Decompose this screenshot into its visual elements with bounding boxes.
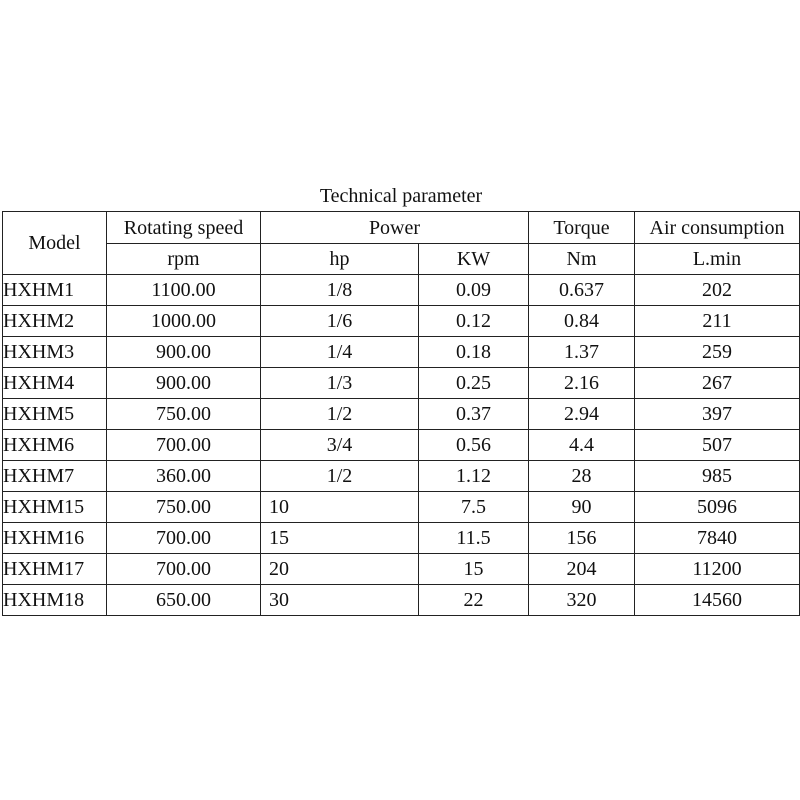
cell-air: 259 <box>635 337 800 368</box>
cell-model: HXHM7 <box>3 461 107 492</box>
cell-hp: 1/4 <box>261 337 419 368</box>
cell-hp: 10 <box>261 492 419 523</box>
cell-rpm: 900.00 <box>107 337 261 368</box>
cell-hp: 1/2 <box>261 399 419 430</box>
table-title: Technical parameter <box>3 181 800 212</box>
unit-rpm: rpm <box>107 244 261 275</box>
cell-rpm: 750.00 <box>107 399 261 430</box>
unit-lmin: L.min <box>635 244 800 275</box>
table-row <box>3 492 800 523</box>
cell-torque: 0.84 <box>529 306 635 337</box>
cell-torque: 2.94 <box>529 399 635 430</box>
cell-air: 14560 <box>635 585 800 616</box>
cell-model: HXHM15 <box>3 492 107 523</box>
cell-model: HXHM18 <box>3 585 107 616</box>
cell-model: HXHM3 <box>3 337 107 368</box>
cell-torque: 204 <box>529 554 635 585</box>
cell-rpm: 700.00 <box>107 523 261 554</box>
cell-model: HXHM4 <box>3 368 107 399</box>
cell-air: 11200 <box>635 554 800 585</box>
cell-hp: 1/8 <box>261 275 419 306</box>
cell-model: HXHM5 <box>3 399 107 430</box>
cell-air: 985 <box>635 461 800 492</box>
cell-rpm: 360.00 <box>107 461 261 492</box>
cell-model: HXHM17 <box>3 554 107 585</box>
cell-hp: 1/6 <box>261 306 419 337</box>
cell-hp: 15 <box>261 523 419 554</box>
cell-air: 267 <box>635 368 800 399</box>
table-row <box>3 554 800 585</box>
cell-torque: 4.4 <box>529 430 635 461</box>
cell-torque: 28 <box>529 461 635 492</box>
cell-torque: 1.37 <box>529 337 635 368</box>
cell-model: HXHM2 <box>3 306 107 337</box>
table-row <box>3 523 800 554</box>
cell-model: HXHM1 <box>3 275 107 306</box>
cell-rpm: 650.00 <box>107 585 261 616</box>
cell-kw: 1.12 <box>419 461 529 492</box>
header-torque: Torque <box>529 212 635 244</box>
unit-kw: KW <box>419 244 529 275</box>
table-row <box>3 306 800 337</box>
cell-kw: 0.37 <box>419 399 529 430</box>
cell-air: 507 <box>635 430 800 461</box>
header-power: Power <box>261 212 529 244</box>
cell-kw: 7.5 <box>419 492 529 523</box>
cell-torque: 90 <box>529 492 635 523</box>
cell-model: HXHM6 <box>3 430 107 461</box>
cell-hp: 3/4 <box>261 430 419 461</box>
cell-kw: 15 <box>419 554 529 585</box>
cell-torque: 2.16 <box>529 368 635 399</box>
table-row <box>3 275 800 306</box>
header-air-consumption: Air consumption <box>635 212 800 244</box>
cell-torque: 320 <box>529 585 635 616</box>
cell-kw: 11.5 <box>419 523 529 554</box>
cell-model: HXHM16 <box>3 523 107 554</box>
cell-hp: 30 <box>261 585 419 616</box>
cell-air: 211 <box>635 306 800 337</box>
cell-rpm: 900.00 <box>107 368 261 399</box>
technical-parameter-table <box>2 181 800 616</box>
cell-rpm: 1100.00 <box>107 275 261 306</box>
cell-kw: 0.12 <box>419 306 529 337</box>
unit-hp: hp <box>261 244 419 275</box>
table-row <box>3 461 800 492</box>
cell-kw: 22 <box>419 585 529 616</box>
table-row <box>3 430 800 461</box>
cell-hp: 20 <box>261 554 419 585</box>
cell-torque: 0.637 <box>529 275 635 306</box>
cell-rpm: 1000.00 <box>107 306 261 337</box>
header-rotating-speed: Rotating speed <box>107 212 261 244</box>
table-row <box>3 585 800 616</box>
cell-kw: 0.56 <box>419 430 529 461</box>
cell-hp: 1/2 <box>261 461 419 492</box>
cell-torque: 156 <box>529 523 635 554</box>
cell-kw: 0.25 <box>419 368 529 399</box>
table-row <box>3 337 800 368</box>
cell-air: 7840 <box>635 523 800 554</box>
cell-air: 202 <box>635 275 800 306</box>
cell-hp: 1/3 <box>261 368 419 399</box>
cell-air: 5096 <box>635 492 800 523</box>
cell-rpm: 750.00 <box>107 492 261 523</box>
cell-kw: 0.09 <box>419 275 529 306</box>
cell-kw: 0.18 <box>419 337 529 368</box>
cell-air: 397 <box>635 399 800 430</box>
unit-nm: Nm <box>529 244 635 275</box>
cell-rpm: 700.00 <box>107 554 261 585</box>
header-model: Model <box>3 212 107 275</box>
table-row <box>3 368 800 399</box>
cell-rpm: 700.00 <box>107 430 261 461</box>
table-row <box>3 399 800 430</box>
